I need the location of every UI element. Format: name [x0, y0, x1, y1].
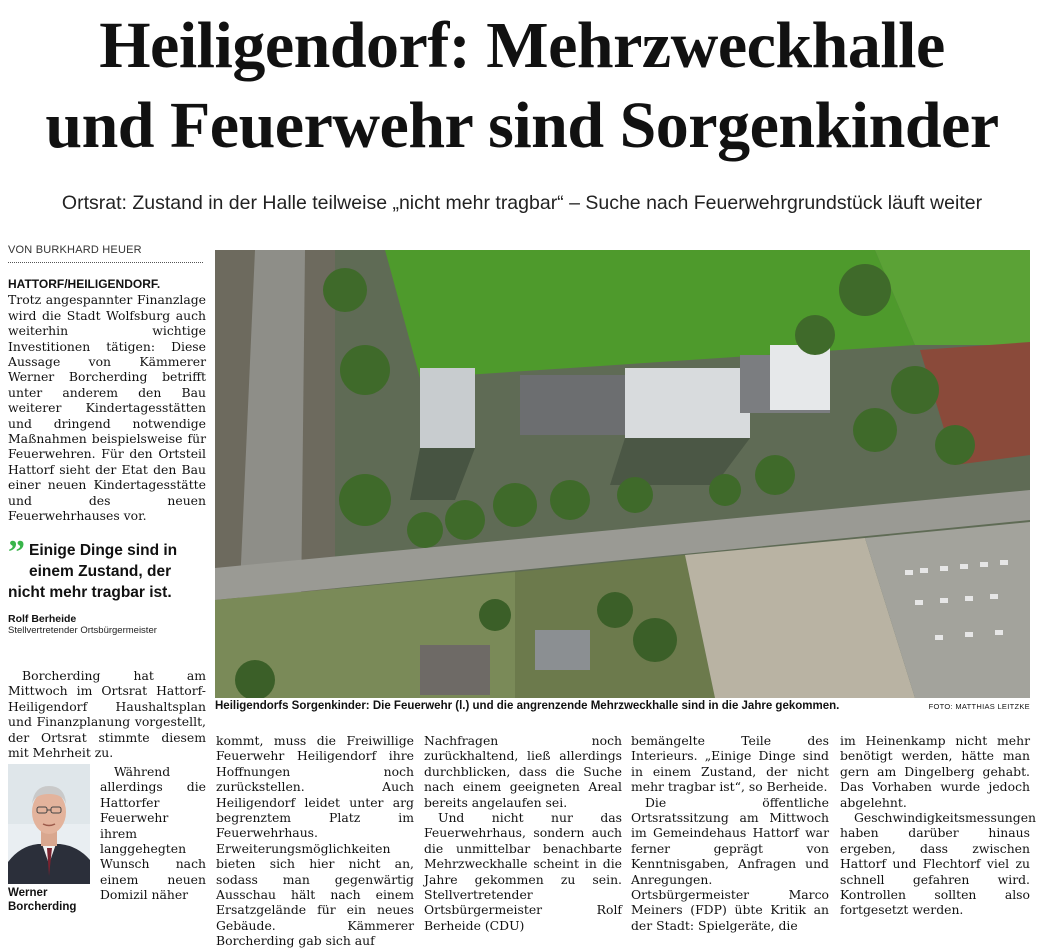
dateline: HATTORF/HEILIGENDORF.: [8, 277, 161, 291]
quote-text: Einige Dinge sind in einem Zustand, der nicht mehr tragbar ist.: [8, 542, 178, 601]
article-column-1: [8, 276, 206, 524]
caption-text: Heiligendorfs Sorgenkinder: Die Feuerwehr (l.) und die angrenzende Mehrzweckhalle sind in die Jahre gekommen.: [215, 700, 840, 712]
aerial-photo: [215, 250, 1030, 698]
paragraph: kommt, muss die Freiwillige Feuerwehr Heiligendorf ihre Hoffnungen noch zurückstellen. Auch Heiligendorf leidet unter arg begrenztem Platz im Feuerwehrhaus. Erweiterungsmöglichkeiten bieten sich hier nicht an, sodass man gegenwärtig Ausschau hält nach einem Ersatzgelände für ein neues Gebäude. Kämmerer Borcherding gab sich auf: [216, 733, 414, 949]
lead-paragraph: Trotz angespannter Finanzlage wird die Stadt Wolfsburg auch weiterhin wichtige Investitionen tätigen: Diese Aussage von Kämmerer Werner Borcherding betrifft unter anderem den Bau weiterer Kindertagesstätten und dringend notwendige Maßnahmen beispielsweise für Feuerwehren. Für den Ortsteil Hattorf sieht der Etat den Bau einer neuen Kindertagesstätte und des neuen Feuerwehrhauses vor.: [8, 292, 206, 524]
quote-author: Rolf Berheide: [8, 613, 77, 625]
quote-mark-icon: ”: [8, 534, 25, 571]
byline: VON BURKHARD HEUER: [8, 244, 203, 263]
photo-credit: FOTO: MATTHIAS LEITZKE: [928, 702, 1030, 711]
photo-caption: [215, 700, 1030, 712]
article-column-3: [424, 733, 622, 933]
paragraph: Die öffentliche Ortsratssitzung am Mittwoch im Gemeindehaus Hattorf war ferner geprägt von Kenntnisgaben, Anfragen und Anregungen. Ortsbürgermeister Marco Meiners (FDP) übte Kritik an der Stadt: Spielgeräte, die: [631, 794, 829, 933]
paragraph: Nachfragen noch zurückhaltend, ließ allerdings durchblicken, dass die Suche nach einem geeigneten Areal bereits angelaufen sei.: [424, 733, 622, 810]
portrait-photo: [8, 764, 90, 884]
paragraph: im Heinenkamp nicht mehr benötigt werden, hätte man gern am Dingelberg gehabt. Das Vorhaben wurde jedoch abgelehnt.: [840, 733, 1030, 810]
pull-quote: [8, 534, 206, 636]
paragraph: Borcherding hat am Mittwoch im Ortsrat Hattorf-Heiligendorf Haushaltsplan und Finanzplanung vorgestellt, der Ortsrat stimmte diesem mit Mehrheit zu.: [8, 668, 206, 761]
article-column-4: [631, 733, 829, 933]
quote-author-role: Stellvertretender Ortsbürgermeister: [8, 625, 157, 636]
article-column-5: [840, 733, 1037, 918]
paragraph: Und nicht nur das Feuerwehrhaus, sondern auch die unmittelbar benachbarte Mehrzweckhalle scheint in die Jahre gekommen zu sein. Stellvertretender Ortsbürgermeister Rolf Berheide (CDU): [424, 810, 622, 933]
paragraph: bemängelte Teile des Interieurs. „Einige Dinge sind in einem Zustand, der nicht mehr tragbar ist“, so Berheide.: [631, 733, 829, 795]
article-column-1-continued: [8, 668, 206, 760]
article-column-1-narrow: [100, 764, 206, 903]
article-column-2: [216, 733, 414, 949]
headline-line-1: Heiligendorf: Mehrzweckhalle: [99, 9, 945, 82]
headline-line-2: und Feuerwehr sind Sorgenkinder: [45, 89, 999, 162]
paragraph: Geschwindigkeitsmessungen haben darüber hinaus ergeben, dass zwischen Hattorf und Flechtorf viel zu schnell gefahren wird. Kontrollen sollten also fortgesetzt werden.: [840, 810, 1037, 918]
portrait-caption: Werner Borcherding: [8, 887, 77, 913]
subheadline: Ortsrat: Zustand in der Halle teilweise „nicht mehr tragbar“ – Suche nach Feuerwehrgrundstück läuft weiter: [61, 192, 983, 214]
paragraph: Während allerdings die Hattorfer Feuerwehr ihrem langgehegten Wunsch nach einem neuen Domizil näher: [100, 764, 206, 903]
